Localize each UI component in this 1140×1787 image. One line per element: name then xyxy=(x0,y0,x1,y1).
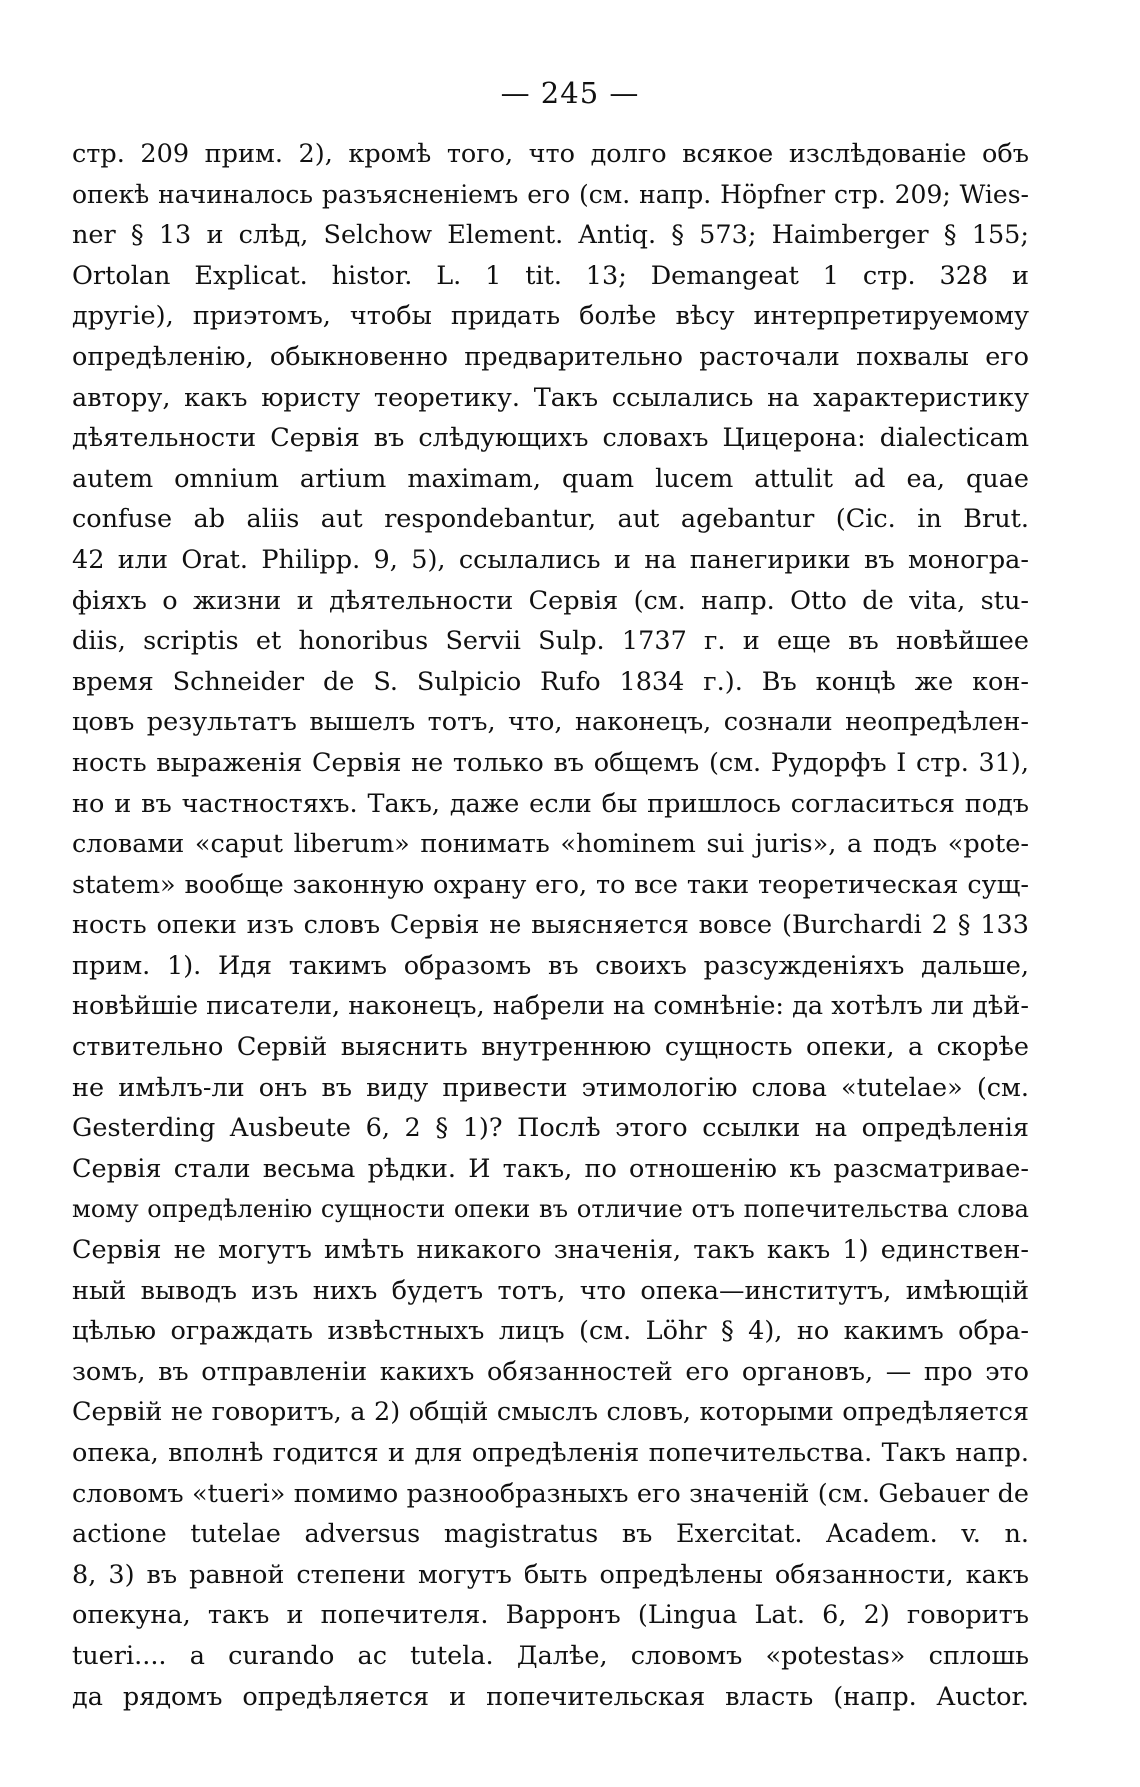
body-text xyxy=(72,134,1029,1717)
page-number: — 245 — xyxy=(500,76,640,110)
text-line: 42 или Orat. Philipp. 9, 5), ссылались и на панегирики въ моногра- xyxy=(72,544,1029,575)
text-line: словами «caput liberum» понимать «hominem sui juris», а подъ «pote- xyxy=(72,829,1029,860)
text-line: не имѣлъ-ли онъ въ виду привести этимологію слова «tutelae» (см. xyxy=(72,1072,1029,1103)
text-line: словомъ «tueri» помимо разнообразныхъ его значеній (см. Gebauer de xyxy=(72,1478,1029,1509)
text-line: время Schneider de S. Sulpicio Rufo 1834 г.). Въ концѣ же кон- xyxy=(72,666,1029,697)
text-line: statem» вообще законную охрану его, то все таки теоретическая сущ- xyxy=(72,869,1029,900)
text-line: мому опредѣленію сущности опеки въ отличие отъ попечительства слова xyxy=(72,1194,1029,1224)
text-line: дѣятельности Сервія въ слѣдующихъ словахъ Цицерона: dialecticam xyxy=(72,423,1029,454)
text-line: Сервія стали весьма рѣдки. И такъ, по отношенію къ разсматривае- xyxy=(72,1153,1029,1184)
text-line: да рядомъ опредѣляется и попечительская власть (напр. Auctor. xyxy=(72,1681,1029,1712)
text-line: другіе), приэтомъ, чтобы придать болѣе вѣсу интерпретируемому xyxy=(72,301,1029,332)
text-line: ner § 13 и слѣд, Selchow Element. Antiq. § 573; Haimberger § 155; xyxy=(72,220,1029,251)
text-line: прим. 1). Идя такимъ образомъ въ своихъ разсужденіяхъ дальше, xyxy=(72,950,1029,981)
text-line: но и въ частностяхъ. Такъ, даже если бы пришлось согласиться подъ xyxy=(72,788,1029,819)
text-line: confuse ab aliis aut respondebantur, aut agebantur (Cic. in Brut. xyxy=(72,504,1029,535)
text-line: ствительно Сервій выяснить внутреннюю сущность опеки, а скорѣе xyxy=(72,1032,1029,1063)
text-line: diis, scriptis et honoribus Servii Sulp. 1737 г. и еще въ новѣйшее xyxy=(72,626,1029,657)
text-line: опекѣ начиналось разъясненіемъ его (см. напр. Höpfner стр. 209; Wies- xyxy=(72,179,1029,209)
text-line: ность опеки изъ словъ Сервія не выясняется вовсе (Burchardi 2 § 133 xyxy=(72,910,1029,941)
text-line: стр. 209 прим. 2), кромѣ того, что долго всякое изслѣдованіе объ xyxy=(72,139,1029,169)
text-line: опредѣленію, обыкновенно предварительно расточали похвалы его xyxy=(72,341,1029,372)
text-line: actione tutelae adversus magistratus въ Exercitat. Academ. v. n. xyxy=(72,1519,1029,1550)
text-line: 8, 3) въ равной степени могутъ быть опредѣлены обязанности, какъ xyxy=(72,1559,1029,1590)
text-line: ный выводъ изъ нихъ будетъ тотъ, что опека—институтъ, имѣющій xyxy=(72,1275,1029,1306)
text-line: новѣйшіе писатели, наконецъ, набрели на сомнѣніе: да хотѣлъ ли дѣй- xyxy=(72,991,1029,1022)
text-line: Сервія не могутъ имѣть никакого значенія, такъ какъ 1) единствен- xyxy=(72,1235,1029,1266)
text-line: цовъ результатъ вышелъ тотъ, что, наконецъ, сознали неопредѣлен- xyxy=(72,707,1029,738)
text-line: опека, вполнѣ годится и для опредѣленія попечительства. Такъ напр. xyxy=(72,1438,1029,1468)
text-line: опекуна, такъ и попечителя. Варронъ (Lingua Lat. 6, 2) говоритъ xyxy=(72,1600,1029,1631)
text-line: фіяхъ о жизни и дѣятельности Сервія (см. напр. Otto de vita, stu- xyxy=(72,585,1029,616)
text-line: зомъ, въ отправленіи какихъ обязанностей его органовъ, — про это xyxy=(72,1356,1029,1387)
text-line: автору, какъ юристу теоретику. Такъ ссылались на характеристику xyxy=(72,382,1029,413)
text-line: Ortolan Explicat. histor. L. 1 tit. 13; Demangeat 1 стр. 328 и xyxy=(72,260,1029,291)
text-line: ность выраженія Сервія не только въ общемъ (см. Рудорфъ I стр. 31), xyxy=(72,747,1029,778)
text-line: цѣлью ограждать извѣстныхъ лицъ (см. Löhr § 4), но какимъ обра- xyxy=(72,1316,1029,1347)
text-line: autem omnium artium maximam, quam lucem attulit ad ea, quae xyxy=(72,463,1029,494)
text-line: Gesterding Ausbeute 6, 2 § 1)? Послѣ этого ссылки на опредѣленія xyxy=(72,1113,1029,1144)
text-line: tueri.... a curando ac tutela. Далѣе, словомъ «potestas» сплошь xyxy=(72,1640,1029,1671)
text-line: Сервій не говоритъ, а 2) общій смыслъ словъ, которыми опредѣляется xyxy=(72,1397,1029,1428)
